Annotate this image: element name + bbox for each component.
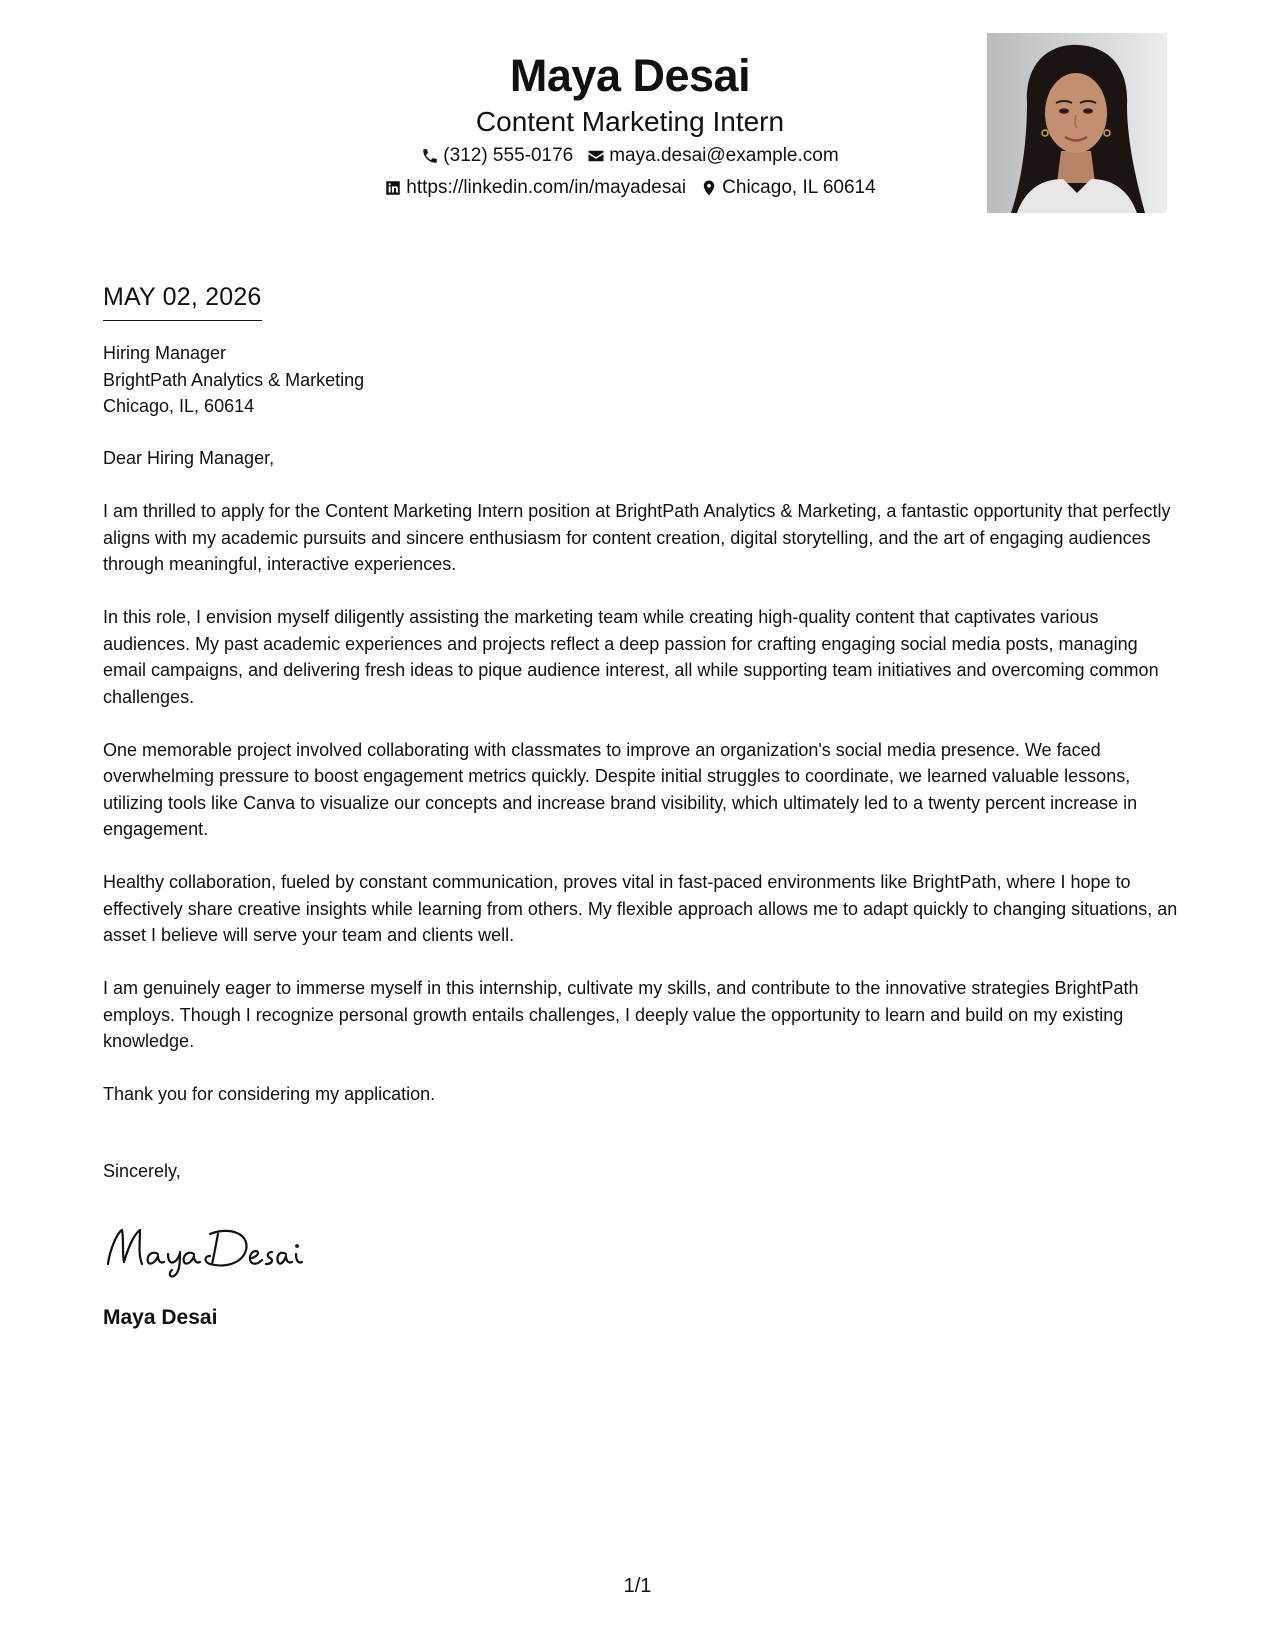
recipient-block xyxy=(103,340,364,420)
body-paragraph: Healthy collaboration, fueled by constant communication, proves vital in fast-paced environments like BrightPath, where I hope to effectively share creative insights while learning from others. My flexible approach allows me to adapt quickly to changing situations, an asset I believe will serve your team and clients well. xyxy=(103,872,1178,945)
body-paragraph: One memorable project involved collaborating with classmates to improve an organization's social media presence. We faced overwhelming pressure to boost engagement metrics quickly. Despite initial struggles to coordinate, we learned valuable lessons, utilizing tools like Canva to visualize our concepts and increase brand visibility, which ultimately led to a twenty percent increase in engagement. xyxy=(103,739,1138,839)
phone-icon xyxy=(421,147,439,165)
page-number: 1/1 xyxy=(623,1575,652,1597)
recipient-title: Hiring Manager xyxy=(103,343,227,363)
contact-location xyxy=(700,172,876,204)
email-text[interactable]: maya.desai@example.com xyxy=(609,145,839,166)
location-text: Chicago, IL 60614 xyxy=(722,177,876,198)
body-paragraph: In this role, I envision myself diligently assisting the marketing team while creating high-quality content that captivates various audiences. My past academic experiences and projects reflect a deep passion for crafting engaging social media posts, managing email campaigns, and delivering fresh ideas to pique audience interest, all while supporting team initiatives and overcoming common challenges. xyxy=(103,607,1159,707)
salutation: Dear Hiring Manager, xyxy=(103,448,275,468)
map-marker-icon xyxy=(700,179,718,197)
body-paragraph: I am genuinely eager to immerse myself in this internship, cultivate my skills, and contribute to the innovative strategies BrightPath employs. Though I recognize personal growth entails challenges, I deeply value the opportunity to learn and build on my existing knowledge. xyxy=(103,978,1139,1051)
contact-linkedin[interactable] xyxy=(384,172,686,204)
letter-body xyxy=(103,445,1178,1134)
linkedin-text[interactable]: https://linkedin.com/in/mayadesai xyxy=(406,177,687,198)
profile-photo xyxy=(987,33,1167,213)
contact-phone xyxy=(421,140,573,172)
signed-name: Maya Desai xyxy=(103,1306,218,1329)
handwritten-signature xyxy=(100,1218,310,1278)
recipient-address: Chicago, IL, 60614 xyxy=(103,396,255,416)
envelope-icon xyxy=(587,147,605,165)
thank-you-line: Thank you for considering my application. xyxy=(103,1084,436,1104)
recipient-company: BrightPath Analytics & Marketing xyxy=(103,369,365,390)
valediction: Sincerely, xyxy=(103,1161,181,1181)
contact-email[interactable] xyxy=(587,140,838,172)
letter-date: MAY 02, 2026 xyxy=(103,280,262,321)
linkedin-icon xyxy=(384,179,402,197)
applicant-title: Content Marketing Intern xyxy=(475,106,785,137)
phone-text: (312) 555-0176 xyxy=(443,145,574,166)
body-paragraph: I am thrilled to apply for the Content Marketing Intern position at BrightPath Analytics & Marketing, a fantastic opportunity that perfectly aligns with my academic pursuits and sincere enthusiasm for content creation, digital storytelling, and the art of engaging audiences through meaningful, interactive experiences. xyxy=(103,501,1171,574)
applicant-name: Maya Desai xyxy=(509,50,751,101)
profile-photo-image xyxy=(987,33,1167,213)
